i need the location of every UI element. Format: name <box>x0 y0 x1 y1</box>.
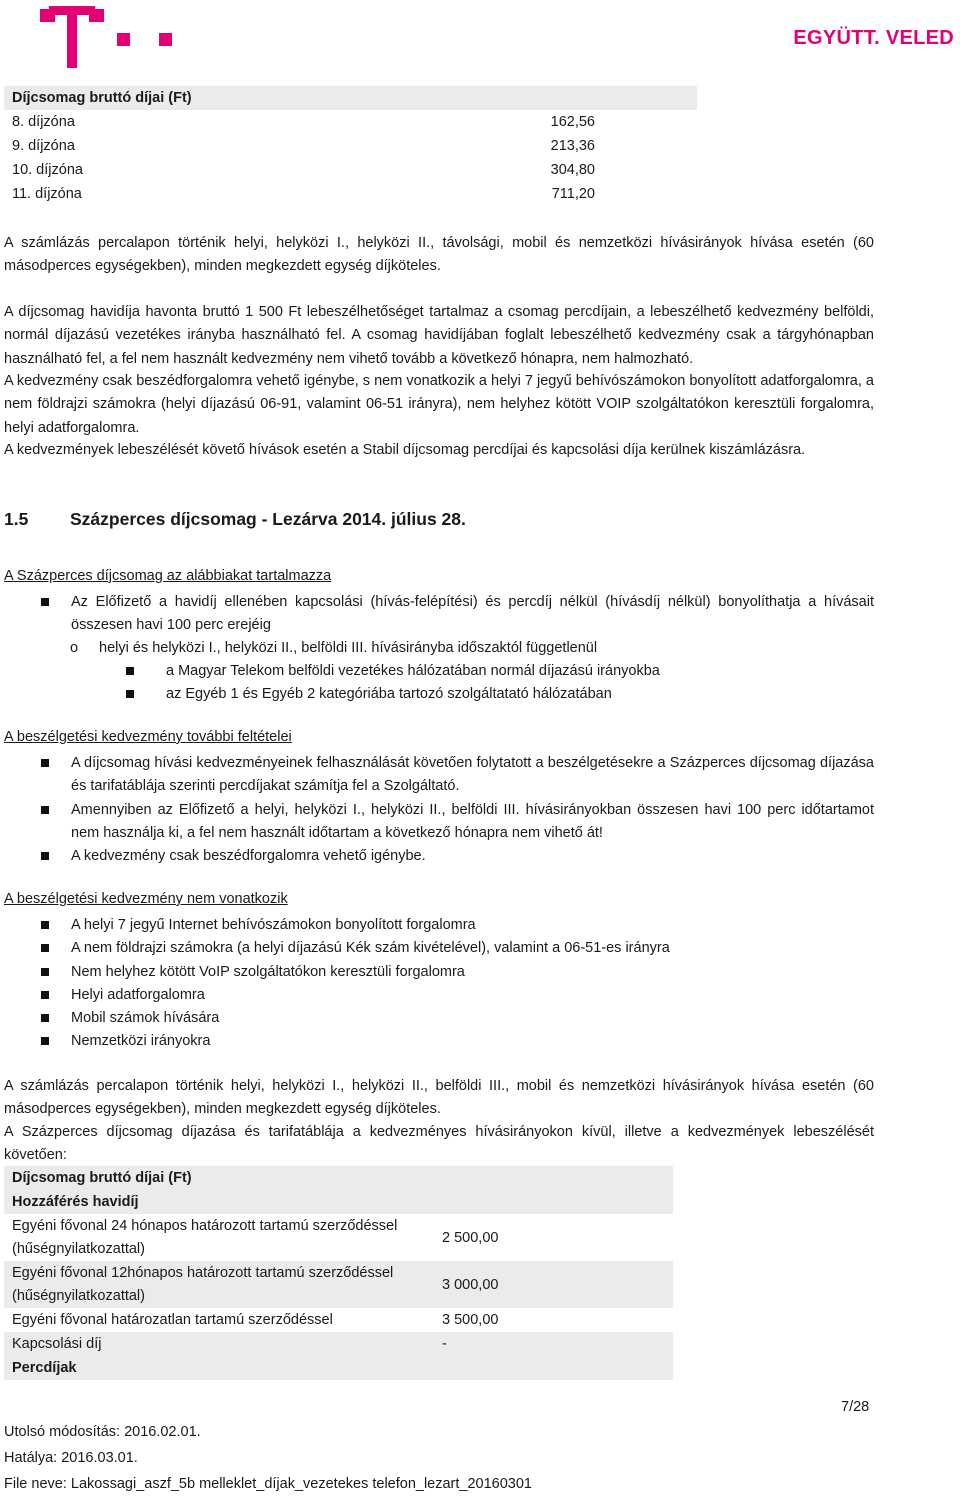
billing-paragraph: A számlázás percalapon történik helyi, helyközi I., helyközi II., távolsági, mobil és nemzetközi hívásirányok hívása esetén (60 másodperces egységekben), minden megkezdett egység díjköteles. <box>4 235 874 275</box>
conditions-list <box>4 752 874 868</box>
logo-dot-3 <box>117 33 130 46</box>
list-item: A díjcsomag hívási kedvezményeinek felhasználását követően folytatott a beszélgetésekre a Százperces díjcsomag díjazása és tarifatáblája szerinti percdíjakat számítja fel a Szolgáltató. <box>4 752 874 799</box>
page-number: 7/28 <box>841 1399 870 1415</box>
last-modified: Utolsó módosítás: 2016.02.01. <box>4 1424 201 1440</box>
list-item: Mobil számok hívására <box>4 1007 874 1030</box>
fee-label: Egyéni fővonal 24 hónapos határozott tartamú szerződéssel (hűségnyilatkozattal) <box>4 1214 434 1261</box>
brand-tagline: EGYÜTT. VELED <box>793 27 954 49</box>
fee-label: Kapcsolási díj <box>4 1332 434 1356</box>
zone-value: 711,20 <box>551 186 595 202</box>
table-footer: Percdíjak <box>4 1356 673 1380</box>
contents-list <box>4 591 874 638</box>
exclusions-heading: A beszélgetési kedvezmény nem vonatkozik <box>4 891 288 907</box>
sub-list-item-text: helyi és helyközi I., helyközi II., belföldi III. hívásirányba időszaktól függetlenül <box>99 640 598 656</box>
fee-label: Egyéni fővonal határozatlan tartamú szerződéssel <box>4 1308 434 1332</box>
list-item: Amennyiben az Előfizető a helyi, helyközi I., helyközi II., belföldi III. hívásirányokban összesen havi 100 perc időtartamot nem használja ki, a fel nem használt időtartam a következő hónapra nem vihető át! <box>4 799 874 846</box>
section-heading <box>4 509 466 530</box>
section-number: 1.5 <box>4 509 29 529</box>
zone-price-table <box>4 86 697 206</box>
table-header-row <box>4 1166 673 1190</box>
fee-label: Egyéni fővonal 12hónapos határozott tartamú szerződéssel (hűségnyilatkozattal) <box>4 1261 434 1308</box>
circle-bullet: o <box>70 640 79 656</box>
tariff-intro-paragraph: A Százperces díjcsomag díjazása és tarifatáblája a kedvezményes hívásirányokon kívül, illetve a kedvezmények lebeszélését követően: <box>4 1124 874 1164</box>
contents-heading: A Százperces díjcsomag az alábbiakat tartalmazza <box>4 568 332 584</box>
monthly-fee-paragraph: A díjcsomag havidíja havonta bruttó 1 500 Ft lebeszélhetőséget tartalmaz a csomag percdíjain, a lebeszélhető kedvezmény belföldi, normál díjazású vezetékes irányba használható fel. A csomag havidíjában foglalt lebeszélhető kedvezmény csak a tárgyhónapban használható fel, a fel nem használt kedvezmény nem vihető tovább a következő hónapra, nem halmozható. <box>4 304 874 367</box>
table-footer-row <box>4 1356 673 1380</box>
tariff-table <box>4 1166 673 1380</box>
list-item: Nem helyhez kötött VoIP szolgáltatókon keresztüli forgalomra <box>4 961 874 984</box>
billing-paragraph-2: A számlázás percalapon történik helyi, helyközi I., helyközi II., belföldi III., mobil és nemzetközi hívásirányok hívása esetén (60 másodperces egységekben), minden megkezdett egység díjköteles. <box>4 1078 874 1118</box>
table-subheader-row <box>4 1190 673 1214</box>
fee-value: - <box>434 1332 673 1356</box>
fee-value: 3 000,00 <box>434 1261 673 1308</box>
table-row <box>4 182 697 206</box>
list-item: A nem földrajzi számokra (a helyi díjazású Kék szám kivételével), valamint a 06-51-es irányra <box>4 937 874 960</box>
exclusions-list <box>4 914 874 1054</box>
list-item: Helyi adatforgalomra <box>4 984 874 1007</box>
section-title: Százperces díjcsomag - Lezárva 2014. július 28. <box>70 509 466 529</box>
zone-label: 10. díjzóna <box>12 162 83 178</box>
zone-value: 213,36 <box>550 138 595 154</box>
effective-date: Hatálya: 2016.03.01. <box>4 1450 138 1466</box>
zone-value: 162,56 <box>550 114 595 130</box>
table-row <box>4 134 697 158</box>
conditions-heading: A beszélgetési kedvezmény további feltételei <box>4 729 292 745</box>
list-item: A kedvezmény csak beszédforgalomra vehető igénybe. <box>4 845 874 868</box>
zone-label: 8. díjzóna <box>12 114 75 130</box>
table-header-row <box>4 86 697 110</box>
table-row <box>4 1214 673 1261</box>
table-row <box>4 1261 673 1308</box>
table-subheader: Hozzáférés havidíj <box>4 1190 673 1214</box>
table-header: Díjcsomag bruttó díjai (Ft) <box>4 1166 673 1190</box>
zone-value: 304,80 <box>550 162 595 178</box>
list-item: Nemzetközi irányokra <box>4 1030 874 1053</box>
telekom-logo <box>40 6 180 68</box>
logo-dot-4 <box>159 33 172 46</box>
table-row <box>4 1332 673 1356</box>
zone-label: 11. díjzóna <box>12 186 82 202</box>
sub-list-item <box>70 637 597 660</box>
logo-t-shape <box>49 6 95 68</box>
discount-scope-paragraph: A kedvezmény csak beszédforgalomra vehető igénybe, s nem vonatkozik a helyi 7 jegyű behívószámokon bonyolított adatforgalomra, a nem földrajzi számokra (helyi díjazású 06-91, valamint 06-51 irányra), nem helyhez kötött VOIP szolgáltatókon keresztüli forgalomra, helyi adatforgalomra. <box>4 373 874 436</box>
table-row <box>4 158 697 182</box>
fee-value: 2 500,00 <box>434 1214 673 1261</box>
table-row <box>4 110 697 134</box>
file-name: File neve: Lakossagi_aszf_5b melleklet_díjak_vezetekes telefon_lezart_20160301 <box>4 1476 532 1492</box>
sub-sub-list-item: a Magyar Telekom belföldi vezetékes hálózatában normál díjazású irányokba <box>166 660 660 683</box>
zone-label: 9. díjzóna <box>12 138 75 154</box>
sub-sub-list-item: az Egyéb 1 és Egyéb 2 kategóriába tartozó szolgáltatató hálózatában <box>166 683 612 706</box>
table-row <box>4 1308 673 1332</box>
table-header: Díjcsomag bruttó díjai (Ft) <box>4 86 697 110</box>
list-item: A helyi 7 jegyű Internet behívószámokon bonyolított forgalomra <box>4 914 874 937</box>
after-discount-paragraph: A kedvezmények lebeszélését követő hívások esetén a Stabil díjcsomag percdíjai és kapcsolási díja kerülnek kiszámlázásra. <box>4 442 806 458</box>
list-item: Az Előfizető a havidíj ellenében kapcsolási (hívás-felépítési) és percdíj nélkül (hívásdíj nélkül) bonyolíthatja a hívásait összesen havi 100 perc erejéig <box>4 591 874 638</box>
fee-value: 3 500,00 <box>434 1308 673 1332</box>
